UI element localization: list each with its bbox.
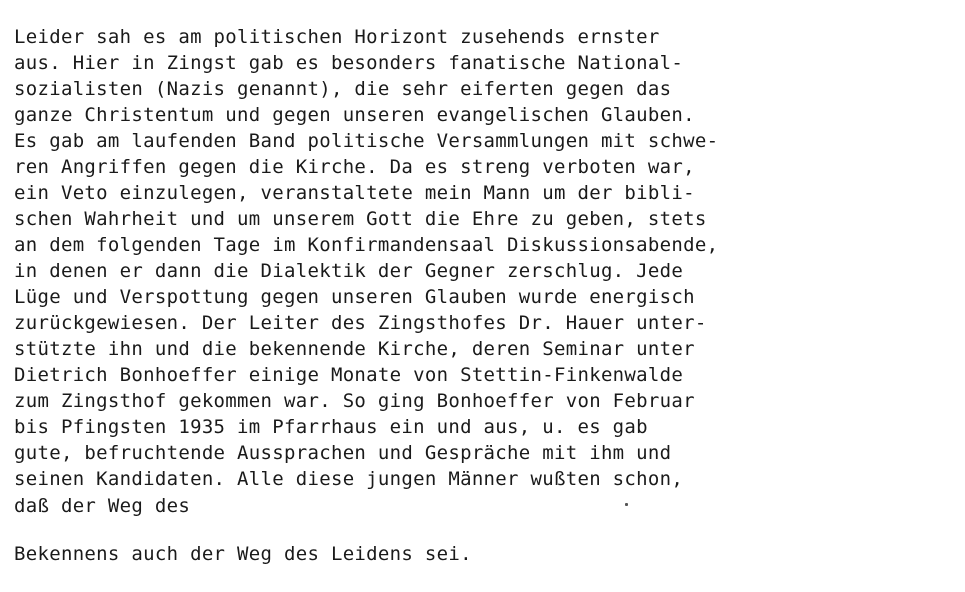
text-line: sozialisten (Nazis genannt), die sehr eiferten gegen das [14, 78, 672, 100]
text-line: Es gab am laufenden Band politische Versammlungen mit schwe- [14, 130, 719, 152]
text-line: ganze Christentum und gegen unseren evangelischen Glauben. [14, 104, 695, 126]
text-line: ren Angriffen gegen die Kirche. Da es streng verboten war, [14, 156, 695, 178]
ink-speck [625, 503, 628, 506]
text-line: Dietrich Bonhoeffer einige Monate von Stettin-Finkenwalde [14, 364, 684, 386]
text-line: stützte ihn und die bekennende Kirche, deren Seminar unter [14, 338, 695, 360]
text-line: zurückgewiesen. Der Leiter des Zingsthofes Dr. Hauer unter- [14, 312, 707, 334]
text-line: bis Pfingsten 1935 im Pfarrhaus ein und aus, u. es gab [14, 416, 648, 438]
text-line: Lüge und Verspottung gegen unseren Glauben wurde energisch [14, 286, 695, 308]
text-line: in denen er dann die Dialektik der Gegner zerschlug. Jede [14, 260, 684, 282]
text-line: an dem folgenden Tage im Konfirmandensaal Diskussionsabende, [14, 234, 719, 256]
text-line: Leider sah es am politischen Horizont zusehends ernster [14, 26, 660, 48]
text-line: schen Wahrheit und um unserem Gott die Ehre zu geben, stets [14, 208, 707, 230]
text-line: aus. Hier in Zingst gab es besonders fanatische National- [14, 52, 684, 74]
text-line: Bekennens auch der Weg des Leidens sei. [14, 543, 472, 565]
text-line: gute, befruchtende Aussprachen und Gespräche mit ihm und [14, 442, 672, 464]
text-line: zum Zingsthof gekommen war. So ging Bonhoeffer von Februar [14, 390, 695, 412]
text-line: ein Veto einzulegen, veranstaltete mein Mann um der bibli- [14, 182, 695, 204]
text-line: seinen Kandidaten. Alle diese jungen Männer wußten schon, [14, 468, 684, 490]
text-line: daß der Weg des [14, 495, 191, 517]
